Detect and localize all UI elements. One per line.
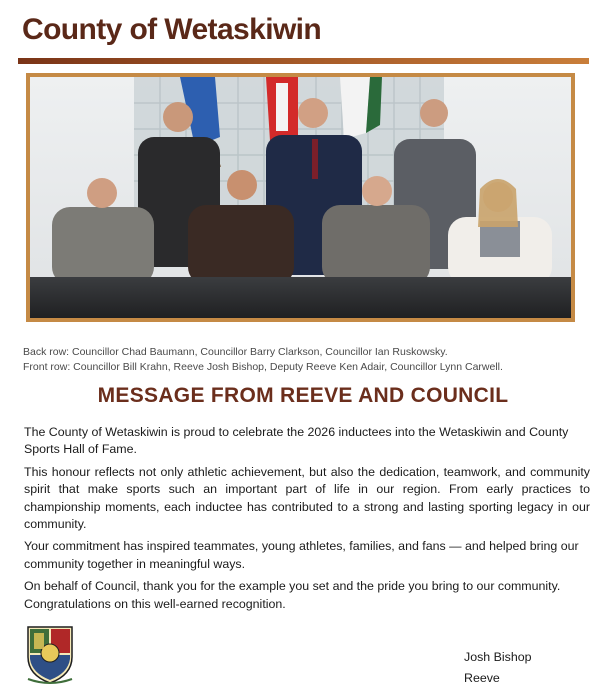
message-paragraph: Your commitment has inspired teammates, young athletes, families, and fans — and helped bring our community together in meaningful ways. (24, 539, 579, 571)
message-paragraph: On behalf of Council, thank you for the example you set and the pride you bring to our community. Congratulations on this well-earned recognition. (24, 579, 561, 611)
message-body (24, 424, 590, 618)
signature-role: Reeve (464, 671, 500, 685)
photo-caption (23, 345, 503, 375)
signature-name: Josh Bishop (464, 650, 532, 664)
caption-front-row: Front row: Councillor Bill Krahn, Reeve Josh Bishop, Deputy Reeve Ken Adair, Councillor Lynn Carwell. (23, 361, 503, 373)
county-crest-icon (24, 623, 76, 685)
message-heading: MESSAGE FROM REEVE AND COUNCIL (97, 384, 509, 407)
message-paragraph: This honour reflects not only athletic achievement, but also the dedication, teamwork, and community spirit that make sports such an important part of life in our region. From early practices to championship moments, each inductee has contributed to a strong and lasting sporting legacy in our community. (24, 464, 590, 532)
message-paragraph: The County of Wetaskiwin is proud to celebrate the 2026 inductees into the Wetaskiwin and County Sports Hall of Fame. (24, 425, 569, 457)
signature-block (464, 647, 532, 689)
title-divider (18, 58, 589, 64)
council-photo (26, 73, 575, 322)
council-table (30, 277, 571, 318)
council-photo-illustration (30, 77, 571, 318)
caption-back-row: Back row: Councillor Chad Baumann, Councillor Barry Clarkson, Councillor Ian Ruskowsky. (23, 346, 448, 358)
page-title: County of Wetaskiwin (22, 13, 322, 46)
